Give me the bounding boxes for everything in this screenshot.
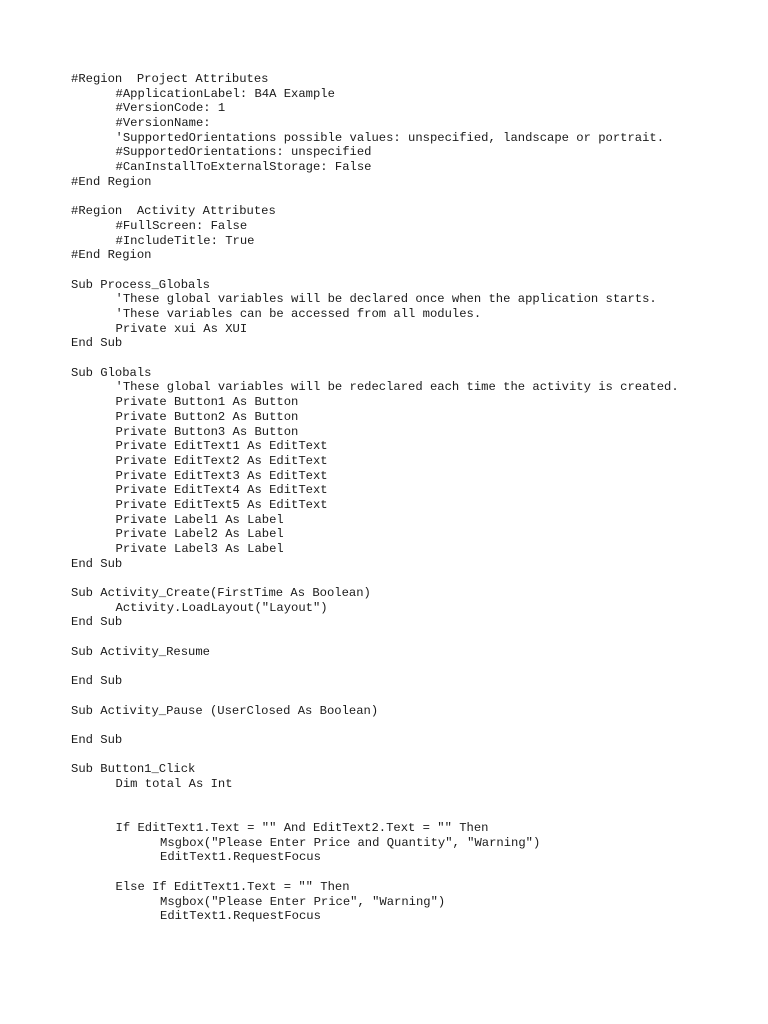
code-line: Sub Activity_Pause (UserClosed As Boolean) <box>71 703 379 718</box>
blank-line <box>71 792 761 807</box>
code-line: Private EditText3 As EditText <box>115 468 328 483</box>
code-line: #End Region <box>71 248 152 263</box>
code-line: End Sub <box>71 732 123 747</box>
code-line: Private Button3 As Button <box>115 424 299 439</box>
code-line: #ApplicationLabel: B4A Example <box>115 86 335 101</box>
code-line: 'These global variables will be redeclared each time the activity is created. <box>115 380 679 395</box>
code-line: Private xui As XUI <box>115 321 248 336</box>
code-line: 'These variables can be accessed from all modules. <box>115 307 482 321</box>
code-line: #Region Project Attributes <box>71 72 269 86</box>
code-line: Msgbox("Please Enter Price", "Warning") <box>160 894 446 909</box>
code-line: #IncludeTitle: True <box>115 233 255 248</box>
code-line: Private Button2 As Button <box>115 409 299 424</box>
code-line: 'SupportedOrientations possible values: unspecified, landscape or portrait. <box>115 130 665 145</box>
blank-line <box>71 865 761 880</box>
blank-line <box>71 689 761 704</box>
code-line: Private Label1 As Label <box>115 512 284 527</box>
code-line: Activity.LoadLayout("Layout") <box>115 600 328 615</box>
code-line: Private EditText2 As EditText <box>115 453 328 468</box>
code-line: Dim total As Int <box>115 777 233 791</box>
blank-line <box>71 571 761 586</box>
code-line: #End Region <box>71 174 152 189</box>
code-listing <box>71 72 761 924</box>
code-line: Sub Globals <box>71 365 152 380</box>
code-line: End Sub <box>71 674 123 689</box>
code-line: End Sub <box>71 615 123 630</box>
code-line: #FullScreen: False <box>115 218 248 233</box>
code-line: If EditText1.Text = "" And EditText2.Text = "" Then <box>115 821 489 836</box>
code-line: Private EditText5 As EditText <box>115 497 328 512</box>
code-line: #Region Activity Attributes <box>71 204 276 219</box>
blank-line <box>71 660 761 675</box>
code-line: Else If EditText1.Text = "" Then <box>115 879 350 894</box>
code-line: Private Label3 As Label <box>115 542 284 556</box>
code-line: End Sub <box>71 556 123 571</box>
code-line: Msgbox("Please Enter Price and Quantity", "Warning") <box>160 835 541 850</box>
blank-line <box>71 806 761 821</box>
blank-line <box>71 630 761 645</box>
blank-line <box>71 190 761 205</box>
code-line: #VersionName: <box>115 116 211 131</box>
code-line: Private Button1 As Button <box>115 395 299 410</box>
blank-line <box>71 263 761 278</box>
code-line: Private Label2 As Label <box>115 527 284 542</box>
code-line: EditText1.RequestFocus <box>160 850 321 865</box>
code-line: #SupportedOrientations: unspecified <box>115 145 372 160</box>
code-line: Private EditText4 As EditText <box>115 483 328 498</box>
code-line: Sub Button1_Click <box>71 762 196 777</box>
code-line: #VersionCode: 1 <box>115 101 226 116</box>
blank-line <box>71 351 761 366</box>
code-line: #CanInstallToExternalStorage: False <box>115 160 372 175</box>
code-line: EditText1.RequestFocus <box>160 909 321 924</box>
code-line: Sub Activity_Create(FirstTime As Boolean) <box>71 586 371 601</box>
code-line: End Sub <box>71 336 123 351</box>
blank-line <box>71 748 761 763</box>
code-line: Sub Process_Globals <box>71 277 210 292</box>
code-line: 'These global variables will be declared once when the application starts. <box>115 292 657 307</box>
code-line: Sub Activity_Resume <box>71 644 210 659</box>
blank-line <box>71 718 761 733</box>
code-line: Private EditText1 As EditText <box>115 439 328 454</box>
